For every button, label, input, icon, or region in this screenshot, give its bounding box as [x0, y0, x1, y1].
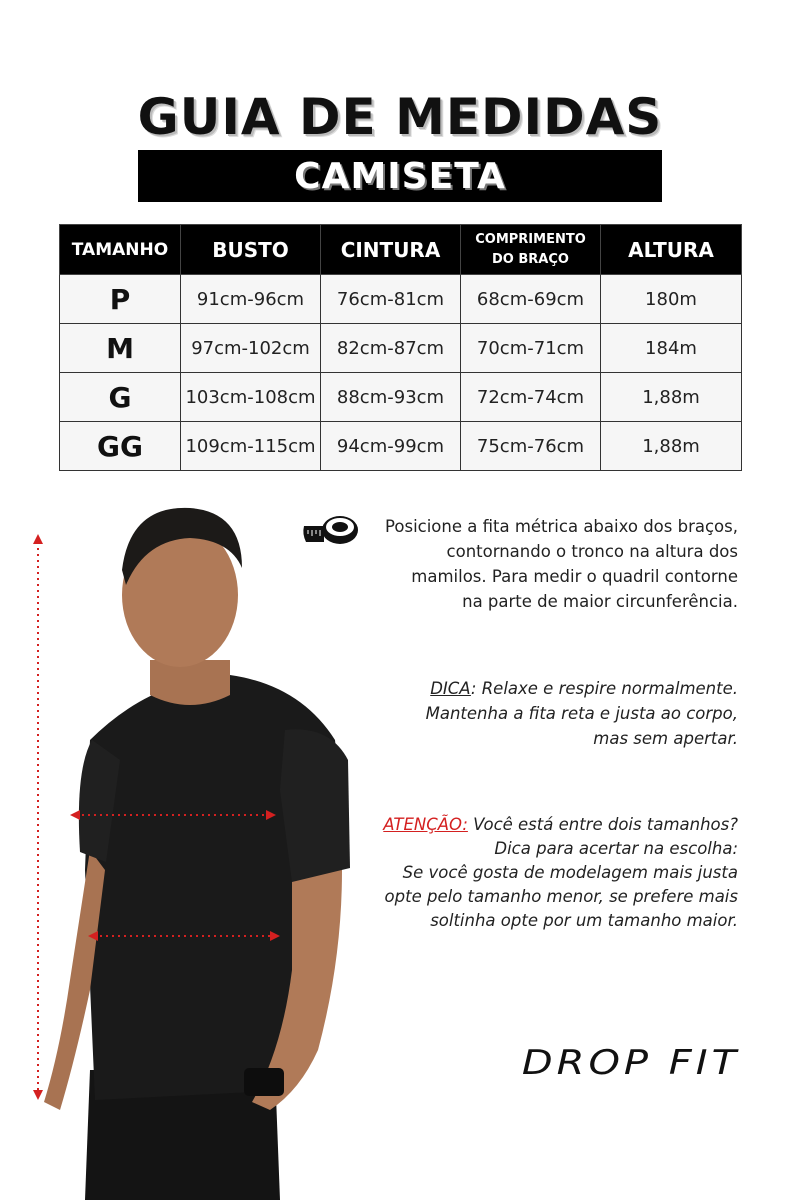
subtitle: CAMISETA: [294, 155, 506, 197]
size-cell: GG: [60, 422, 181, 471]
tip-first-line: : Relaxe e respire normalmente.: [470, 679, 738, 698]
altura-cell: 1,88m: [601, 373, 742, 422]
cintura-cell: 82cm-87cm: [321, 324, 461, 373]
braco-cell: 75cm-76cm: [461, 422, 601, 471]
altura-cell: 184m: [601, 324, 742, 373]
warning-block: [358, 813, 738, 933]
warning-line: Se você gosta de modelagem mais justa: [402, 863, 738, 882]
warning-line: opte pelo tamanho menor, se prefere mais: [384, 887, 738, 906]
header-comprimento-braco: [461, 225, 601, 275]
size-cell: M: [60, 324, 181, 373]
model-photo: [30, 490, 390, 1200]
busto-cell: 109cm-115cm: [181, 422, 321, 471]
measuring-instructions: [338, 514, 738, 614]
size-cell: G: [60, 373, 181, 422]
cintura-cell: 88cm-93cm: [321, 373, 461, 422]
table-header-row: [60, 225, 742, 275]
size-table: [59, 224, 742, 471]
subtitle-banner: [138, 150, 662, 202]
header-do-braco: DO BRAÇO: [492, 251, 569, 267]
tip-line: mas sem apertar.: [593, 729, 738, 748]
instruction-line: contornando o tronco na altura dos: [446, 542, 738, 561]
tip-block: [378, 676, 738, 751]
instruction-line: Posicione a fita métrica abaixo dos braços,: [385, 517, 738, 536]
table-row: [60, 422, 742, 471]
warning-first-line: Você está entre dois tamanhos?: [467, 815, 738, 834]
header-tamanho: TAMANHO: [60, 225, 181, 275]
warning-label: ATENÇÃO:: [383, 815, 468, 834]
braco-cell: 68cm-69cm: [461, 275, 601, 324]
header-altura: ALTURA: [601, 225, 742, 275]
cintura-cell: 94cm-99cm: [321, 422, 461, 471]
warning-line: Dica para acertar na escolha:: [494, 839, 738, 858]
instruction-line: na parte de maior circunferência.: [462, 592, 738, 611]
table-row: [60, 324, 742, 373]
page-title: GUIA DE MEDIDAS: [137, 88, 663, 146]
table-row: [60, 373, 742, 422]
header-cintura: CINTURA: [321, 225, 461, 275]
size-cell: P: [60, 275, 181, 324]
busto-cell: 103cm-108cm: [181, 373, 321, 422]
altura-cell: 180m: [601, 275, 742, 324]
braco-cell: 72cm-74cm: [461, 373, 601, 422]
busto-cell: 97cm-102cm: [181, 324, 321, 373]
header-busto: BUSTO: [181, 225, 321, 275]
brand-logo: DROP FIT: [521, 1043, 740, 1083]
header-comprimento: COMPRIMENTO: [475, 231, 586, 247]
tip-line: Mantenha a fita reta e justa ao corpo,: [425, 704, 738, 723]
instruction-line: mamilos. Para medir o quadril contorne: [411, 567, 738, 586]
table-row: [60, 275, 742, 324]
warning-line: soltinha opte por um tamanho maior.: [430, 911, 738, 930]
altura-cell: 1,88m: [601, 422, 742, 471]
tip-label: DICA: [430, 679, 471, 698]
cintura-cell: 76cm-81cm: [321, 275, 461, 324]
braco-cell: 70cm-71cm: [461, 324, 601, 373]
busto-cell: 91cm-96cm: [181, 275, 321, 324]
